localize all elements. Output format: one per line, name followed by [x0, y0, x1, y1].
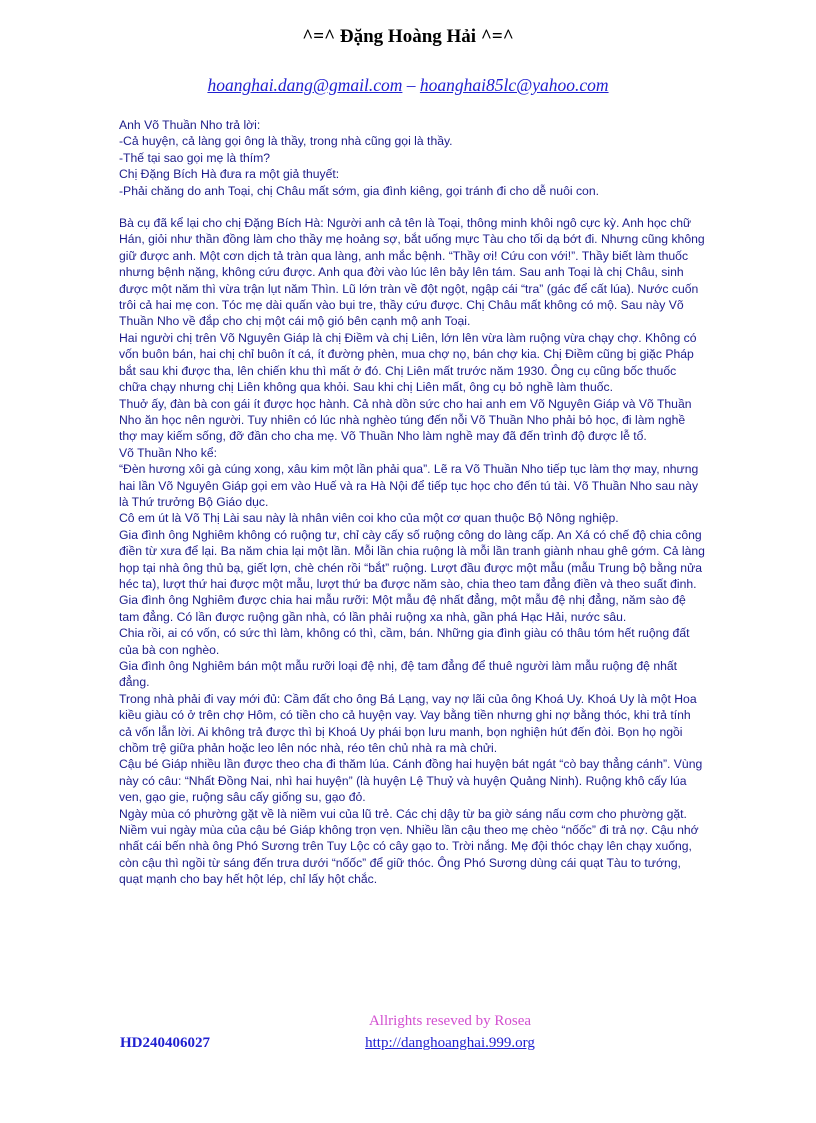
email-link-yahoo[interactable]: hoanghai85lc@yahoo.com — [419, 75, 609, 95]
paragraph: Gia đình ông Nghiêm được chia hai mẫu rưỡi: Một mẫu đệ nhất đẳng, một mẫu đệ nhị đẳng, năm sào đệ tam đẳng. Có lần được ruộng gần nhà, có lần phải ruộng xa nhà, gần phá Hạc Hải, nước sâu. — [119, 593, 686, 624]
intro-line: Chị Đặng Bích Hà đưa ra một giả thuyết: — [119, 167, 340, 182]
paragraph: Thuở ấy, đàn bà con gái ít được học hành. Cả nhà dồn sức cho hai anh em Võ Nguyên Giáp và Võ Thuần Nho ăn học nên người. Tuy nhiên có lúc nhà nghèo túng đến nỗi Võ Thuần Nho phải bỏ học, đi làm nghề thợ may kiếm sống, đỡ đần cho cha mẹ. Võ Thuần Nho làm nghề may đã đến trình độ được lễ tổ. — [119, 396, 692, 444]
website-link[interactable]: http://danghoanghai.999.org — [365, 1035, 535, 1051]
paragraph-gap — [119, 199, 706, 215]
paragraph: Chia rồi, ai có vốn, có sức thì làm, không có thì, cầm, bán. Những gia đình giàu có thâu tóm hết ruộng đất của bà con nghèo. — [119, 626, 690, 657]
email-link-gmail[interactable]: hoanghai.dang@gmail.com — [207, 75, 403, 95]
paragraph: Võ Thuần Nho kể: — [119, 445, 218, 460]
intro-line: -Cả huyện, cả làng gọi ông là thầy, trong nhà cũng gọi là thầy. — [119, 134, 453, 149]
paragraph: Niềm vui ngày mùa của cậu bé Giáp không trọn vẹn. Nhiều lần cậu theo mẹ chèo “nốốc” đi trả nợ. Cậu nhớ nhất cái bến nhà ông Phó Sương trên Tuy Lộc có cây gạo to. Trời nắng. Mẹ đội thóc chạy lên chạy xuống, còn cậu thì ngồi từ sáng đến trưa dưới “nốốc” để giữ thóc. Ông Phó Sương dùng cái quạt Tàu to tướng, quạt mạnh cho bay hết hột lép, chỉ lấy hột chắc. — [119, 823, 699, 887]
paragraph: “Đèn hương xôi gà cúng xong, xâu kim một lần phải qua”. Lẽ ra Võ Thuần Nho tiếp tục làm thợ may, nhưng hai lần Võ Nguyên Giáp gọi em vào Huế và ra Hà Nội để tiếp tục học cho đến tú tài. Võ Thuần Nho sau này là Thứ trưởng Bộ Giáo dục. — [119, 462, 699, 509]
paragraph: Hai người chị trên Võ Nguyên Giáp là chị Điềm và chị Liên, lớn lên vừa làm ruộng vừa chạy chợ. Không có vốn buôn bán, hai chị chỉ buôn ít cá, ít đường phèn, mua chợ nọ, bán chợ kia. Chị Điềm cũng bị giặc Pháp bắt sau khi được tha, lên chiến khu thì mất ở đó. Chị Liên mất trước năm 1930. Ông cụ cũng bốc thuốc chữa chạy nhưng chị Liên không qua khỏi. Sau khi chị Liên mất, ông cụ bỏ nghề làm thuốc. — [119, 330, 697, 395]
paragraph: Gia đình ông Nghiêm không có ruộng tư, chỉ cày cấy số ruộng công do làng cấp. An Xá có chế độ chia công điền từ xưa để lại. Ba năm chia lại một lần. Mỗi lần chia ruộng là mỗi lần tranh giành nhau ghê gớm. Cả làng họp tại nhà ông thủ bạ, giết lợn, chè chén rồi “bắt” ruộng. Lượt đầu được một mẫu (mẫu Trung bộ bằng nửa héc ta), lượt thứ hai được một mẫu, lượt thứ ba được năm sào, chia theo tam đẳng điền và theo suất đinh. — [119, 527, 705, 591]
paragraph: Trong nhà phải đi vay mới đủ: Cầm đất cho ông Bá Lạng, vay nợ lãi của ông Khoá Uy. Khoá Uy là một Hoa kiều giàu có ở trên chợ Hôm, có tiền cho cả huyện vay. Vay bằng tiền nhưng ghi nợ bằng thóc, khi trả tính cả vốn lẫn lời. Ai không trả được thì bị Khoá Uy phái bọn lưu manh, bọn nghiện hút đến đòi. Bọn họ ngồi chồm trệ giữa phản hoặc leo lên nóc nhà, réo tên chủ nhà ra mà chửi. — [119, 691, 697, 756]
paragraph: Gia đình ông Nghiêm bán một mẫu rưỡi loại đệ nhị, đệ tam đẳng để thuê người làm mẫu ruộng đệ nhất đẳng. — [119, 659, 678, 690]
contact-emails — [0, 75, 816, 96]
paragraph: Cô em út là Võ Thị Lài sau này là nhân viên coi kho của một cơ quan thuộc Bộ Nông nghiệp. — [119, 511, 619, 526]
document-code: HD240406027 — [120, 1035, 210, 1051]
paragraph: Ngày mùa có phường gặt về là niềm vui của lũ trẻ. Các chị dậy từ ba giờ sáng nấu cơm cho phường gặt. — [119, 806, 687, 821]
paragraph: Cậu bé Giáp nhiều lần được theo cha đi thăm lúa. Cánh đồng hai huyện bát ngát “cò bay thẳng cánh”. Vùng này có câu: “Nhất Đồng Nai, nhì hai huyện” (là huyện Lệ Thuỷ và huyện Quảng Ninh). Ruộng khô cấy lúa ven, gạo gie, ruộng sâu cấy giống su, gạo đỏ. — [119, 757, 703, 805]
intro-line: -Phải chăng do anh Toại, chị Châu mất sớm, gia đình kiêng, gọi tránh đi cho dễ nuôi con. — [119, 183, 599, 198]
email-separator: – — [402, 75, 420, 95]
intro-line: -Thế tại sao gọi mẹ là thím? — [119, 150, 271, 165]
document-body — [119, 117, 706, 888]
rights-notice: Allrights reseved by Rosea — [368, 1013, 532, 1029]
intro-line: Anh Võ Thuần Nho trả lời: — [119, 118, 261, 132]
author-title: ^=^ Đặng Hoàng Hải ^=^ — [302, 26, 514, 47]
paragraph: Bà cụ đã kể lại cho chị Đặng Bích Hà: Người anh cả tên là Toại, thông minh khôi ngô cực kỳ. Anh học chữ Hán, giỏi như thần đồng làm cho thầy mẹ hoảng sợ, bắt uống mực Tàu cho tối dạ bớt đi. Nhưng cũng không giữ được anh. Một cơn dịch tả tràn qua làng, anh mắc bệnh. “Thầy ơi! Cứu con với!”. Thầy biết làm thuốc nhưng bệnh nặng, không cứu được. Anh qua đời vào lúc lên bảy lên tám. Sau anh Toại là chị Châu, sinh được một năm thì vừa trận lụt năm Thìn. Lũ lớn tràn về đột ngột, ngập cái “tra” (gác để cất lúa). Nước cuốn trôi cả hai mẹ con. Tóc mẹ dài quấn vào bụi tre, thầy cứu được. Chị Châu mất không có mộ. Sau này Võ Thuần Nho về đắp cho chị một cái mộ gió bên cạnh mộ anh Toại. — [119, 216, 705, 329]
